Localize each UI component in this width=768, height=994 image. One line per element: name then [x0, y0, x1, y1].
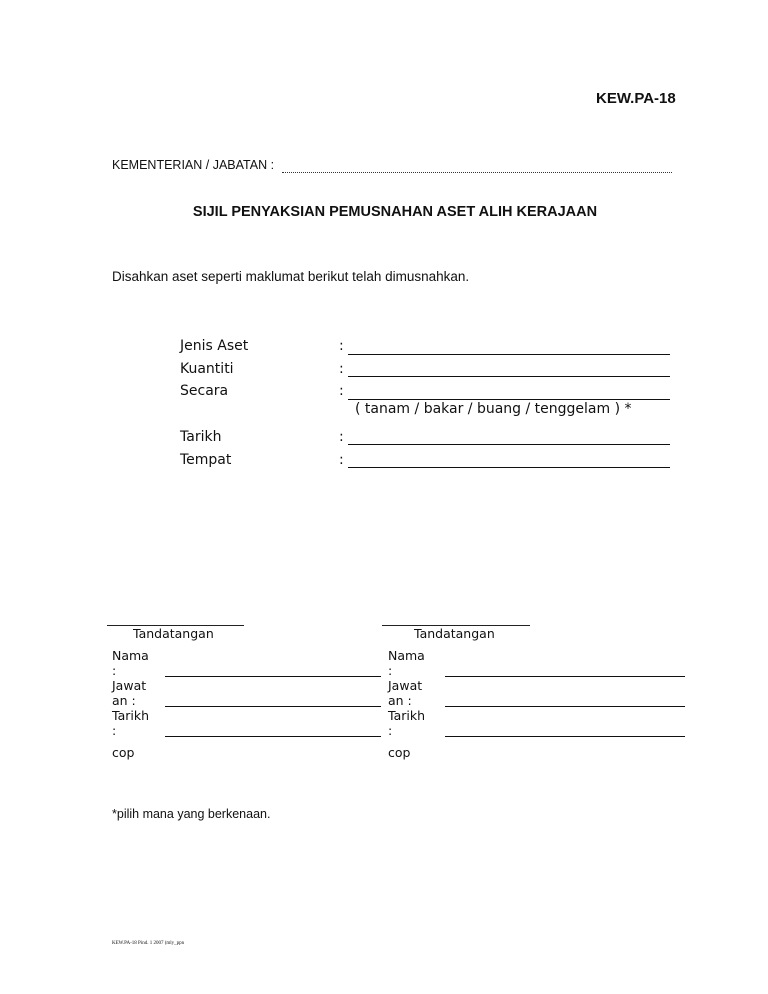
field-line-tarikh[interactable] [348, 444, 670, 445]
form-code: KEW.PA-18 [596, 90, 676, 107]
signature-label-right: Tandatangan [414, 626, 495, 641]
field-label-secara: Secara [180, 383, 229, 399]
name-line-left[interactable] [165, 676, 381, 677]
ministry-label: KEMENTERIAN / JABATAN : [112, 158, 275, 172]
field-line-tempat[interactable] [348, 467, 670, 468]
field-label-jenis-aset: Jenis Aset [180, 338, 249, 354]
field-colon: : [339, 429, 344, 445]
intro-text: Disahkan aset seperti maklumat berikut telah dimusnahkan. [112, 269, 470, 284]
field-colon: : [339, 452, 344, 468]
date-line-right[interactable] [445, 736, 685, 737]
document-title: SIJIL PENYAKSIAN PEMUSNAHAN ASET ALIH KERAJAAN [192, 204, 598, 220]
position-label-left: Jawatan : [112, 678, 147, 708]
field-line-kuantiti[interactable] [348, 376, 670, 377]
field-label-tempat: Tempat [180, 452, 232, 468]
field-label-kuantiti: Kuantiti [180, 361, 234, 377]
field-colon: : [339, 338, 344, 354]
field-colon: : [339, 361, 344, 377]
date-label-right: Tarikh : [388, 708, 425, 738]
footnote: *pilih mana yang berkenaan. [112, 807, 271, 821]
field-line-secara[interactable] [348, 399, 670, 400]
position-label-right: Jawatan : [388, 678, 423, 708]
date-line-left[interactable] [165, 736, 381, 737]
stamp-label-right: cop [388, 745, 411, 760]
name-label-right: Nama : [388, 648, 425, 678]
date-label-left: Tarikh : [112, 708, 149, 738]
name-line-right[interactable] [445, 676, 685, 677]
signature-label-left: Tandatangan [133, 626, 214, 641]
stamp-label-left: cop [112, 745, 135, 760]
page-footer: KEW.PA-18 Pind. 1 2007 (mly_ppn [112, 941, 185, 946]
position-line-left[interactable] [165, 706, 381, 707]
ministry-field[interactable] [282, 172, 672, 173]
position-line-right[interactable] [445, 706, 685, 707]
field-line-jenis-aset[interactable] [348, 354, 670, 355]
name-label-left: Nama : [112, 648, 149, 678]
field-colon: : [339, 383, 344, 399]
field-label-tarikh: Tarikh [180, 429, 222, 445]
method-options: ( tanam / bakar / buang / tenggelam ) * [355, 401, 632, 417]
